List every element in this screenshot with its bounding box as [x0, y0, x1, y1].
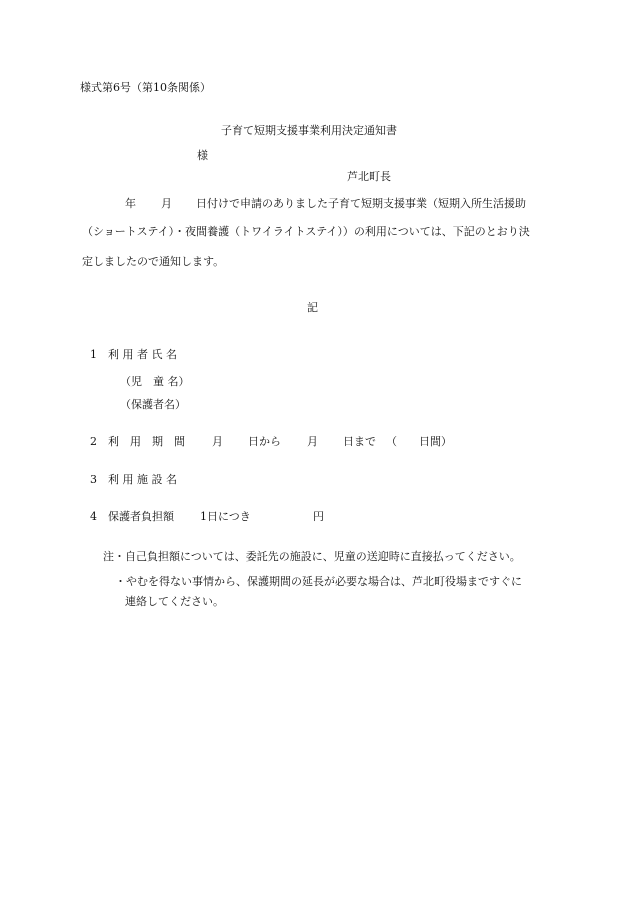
item-3-number: 3	[90, 473, 97, 486]
item-2-month-2: 月	[307, 435, 318, 448]
document-title: 子育て短期支援事業利用決定通知書	[221, 124, 397, 137]
note-2-line-2: 連絡してください。	[125, 595, 224, 608]
ki-heading: 記	[307, 301, 318, 314]
item-2-number: 2	[90, 435, 97, 448]
item-2-from: 日から	[248, 435, 281, 448]
item-3-label: 利 用 施 設 名	[108, 473, 177, 486]
item-4-yen: 円	[313, 510, 324, 523]
item-4-label: 保護者負担額	[108, 510, 174, 523]
body-year: 年	[125, 197, 136, 210]
item-4-per-day: 1日につき	[200, 510, 251, 523]
body-line-3: 定しましたので通知します。	[82, 255, 225, 268]
addressee-suffix: 様	[197, 149, 208, 162]
guardian-name-label: （保護者名）	[120, 398, 186, 411]
body-line-1: 日付けで申請のありました子育て短期支援事業（短期入所生活援助	[196, 197, 526, 210]
item-2-paren-open: （	[386, 435, 397, 448]
item-2-until: 日まで	[343, 435, 376, 448]
item-1-label: 利 用 者 氏 名	[108, 348, 177, 361]
body-month: 月	[161, 197, 172, 210]
item-2-month-1: 月	[212, 435, 223, 448]
item-2-label: 利 用 期 間	[108, 435, 185, 448]
issuer-name: 芦北町長	[347, 170, 391, 183]
note-2-line-1: ・やむを得ない事情から、保護期間の延長が必要な場合は、芦北町役場まですぐに	[115, 575, 522, 588]
item-1-number: 1	[90, 348, 97, 361]
item-4-number: 4	[90, 510, 97, 523]
body-line-2: （ショートステイ）・夜間養護（トワイライトステイ））の利用については、下記のとおり決	[82, 225, 530, 238]
note-1: 注・自己負担額については、委託先の施設に、児童の送迎時に直接払ってください。	[103, 550, 521, 563]
child-name-label: （児 童 名）	[120, 375, 190, 388]
item-2-days: 日間）	[419, 435, 452, 448]
form-number: 様式第6号（第10条関係）	[80, 81, 211, 94]
